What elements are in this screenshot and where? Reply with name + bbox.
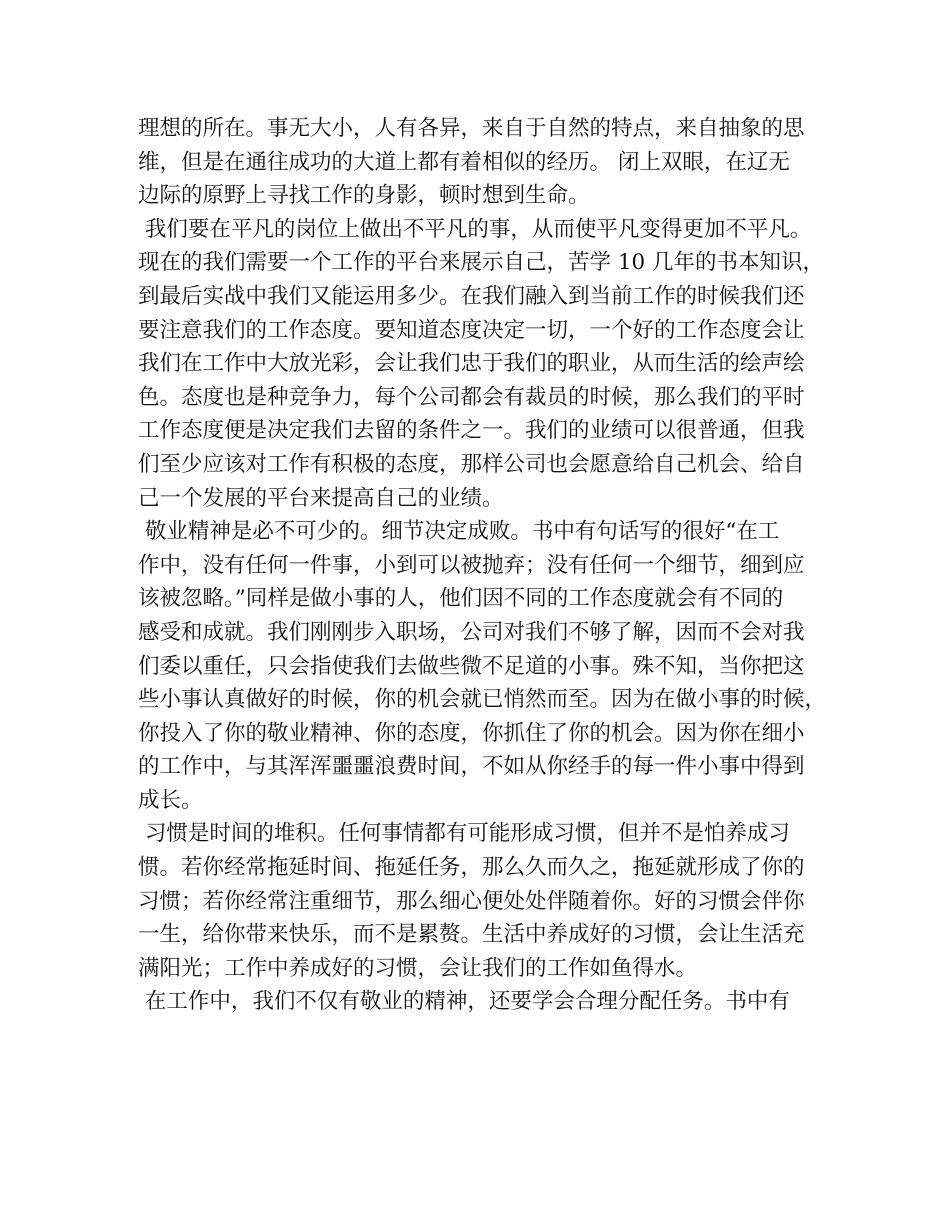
text-line: 的工作中，与其浑浑噩噩浪费时间，不如从你经手的每一件小事中得到: [138, 754, 805, 780]
text-line: 感受和成就。我们刚刚步入职场，公司对我们不够了解，因而不会对我: [138, 619, 805, 645]
text-line: 现在的我们需要一个工作的平台来展示自己，苦学 10 几年的书本知识，: [138, 250, 825, 276]
text-line: 成长。: [138, 787, 203, 813]
text-line: 己一个发展的平台来提高自己的业绩。: [138, 485, 504, 511]
text-line: 要注意我们的工作态度。要知道态度决定一切，一个好的工作态度会让: [138, 317, 805, 343]
text-line: 我们要在平凡的岗位上做出不平凡的事，从而使平凡变得更加不平凡。: [138, 216, 812, 242]
text-line: 们至少应该对工作有积极的态度，那样公司也会愿意给自己机会、给自: [138, 451, 805, 477]
text-line: 惯。若你经常拖延时间、拖延任务，那么久而久之，拖延就形成了你的: [138, 855, 805, 881]
text-line: 你投入了你的敬业精神、你的态度，你抓住了你的机会。因为你在细小: [138, 720, 805, 746]
text-line: 理想的所在。事无大小，人有各异，来自于自然的特点，来自抽象的思: [138, 116, 805, 141]
text-line: 习惯；若你经常注重细节，那么细心便处处伴随着你。好的习惯会伴你: [138, 888, 805, 914]
text-line: 们委以重任，只会指使我们去做些微不足道的小事。殊不知，当你把这: [138, 653, 805, 679]
text-line: 在工作中，我们不仅有敬业的精神，还要学会合理分配任务。书中有: [138, 989, 790, 1015]
text-line: 作中，没有任何一件事，小到可以被抛弃；没有任何一个细节，细到应: [138, 552, 805, 578]
text-line: 维，但是在通往成功的大道上都有着相似的经历。 闭上双眼，在辽无: [138, 149, 790, 175]
text-line: 该被忽略。”同样是做小事的人，他们因不同的工作态度就会有不同的: [138, 586, 784, 612]
text-line: 一生，给你带来快乐，而不是累赘。生活中养成好的习惯，会让生活充: [138, 922, 805, 948]
text-line: 到最后实战中我们又能运用多少。在我们融入到当前工作的时候我们还: [138, 283, 805, 309]
text-line: 边际的原野上寻找工作的身影，顿时想到生命。: [138, 183, 590, 209]
text-line: 色。态度也是种竞争力，每个公司都会有裁员的时候，那么我们的平时: [138, 384, 805, 410]
text-line: 工作态度便是决定我们去留的条件之一。我们的业绩可以很普通，但我: [138, 418, 805, 444]
text-line: 敬业精神是必不可少的。细节决定成败。书中有句话写的很好“在工: [138, 519, 780, 545]
text-line: 习惯是时间的堆积。任何事情都有可能形成习惯，但并不是怕养成习: [138, 821, 790, 847]
body-text: [138, 112, 828, 1019]
text-line: 我们在工作中大放光彩，会让我们忠于我们的职业，从而生活的绘声绘: [138, 351, 805, 377]
text-line: 些小事认真做好的时候，你的机会就已悄然而至。因为在做小事的时候，: [138, 687, 827, 713]
text-line: 满阳光；工作中养成好的习惯，会让我们的工作如鱼得水。: [138, 955, 698, 981]
